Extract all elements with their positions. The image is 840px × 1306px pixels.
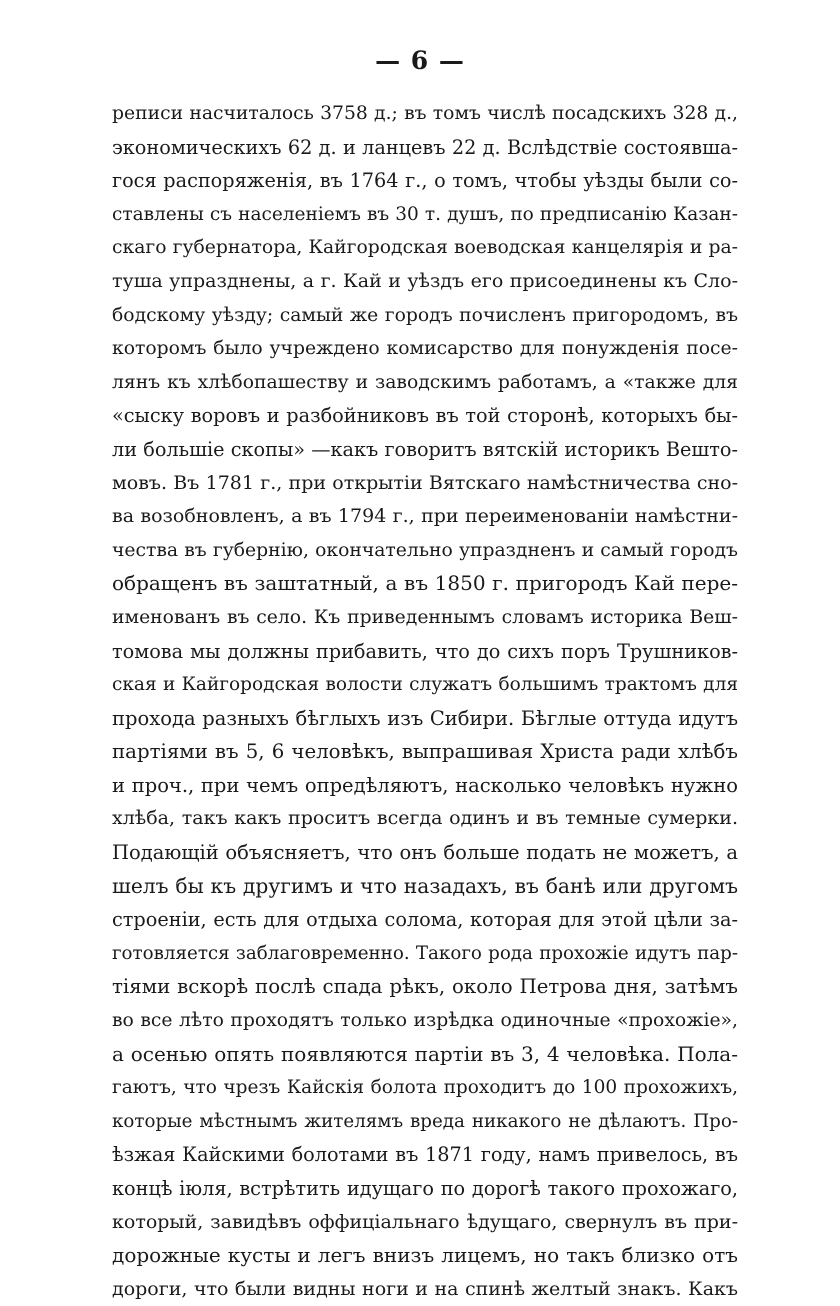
text-line: строеніи, есть для отдыха солома, которая для этой цѣли за- <box>112 908 738 932</box>
text-line: бодскому уѣзду; самый же городъ почисленъ пригородомъ, въ <box>112 304 738 326</box>
text-line: прохода разныхъ бѣглыхъ изъ Сибири. Бѣглые оттуда идутъ <box>112 706 738 730</box>
text-line: которомъ было учреждено комисарство для понужденія посе- <box>112 338 738 360</box>
text-line: ва возобновленъ, а въ 1794 г., при переименованіи намѣстни- <box>112 505 738 528</box>
text-line: мовъ. Въ 1781 г., при открытіи Вятскаго намѣстничества сно- <box>112 471 738 494</box>
text-line: туша упразднены, а г. Кай и уѣздъ его присоединены къ Сло- <box>112 269 738 292</box>
text-line: чества въ губернію, окончательно упраздненъ и самый городъ <box>112 539 738 561</box>
text-line: именованъ въ село. Къ приведеннымъ словамъ историка Веш- <box>112 606 738 628</box>
text-line: концѣ іюля, встрѣтить идущаго по дорогѣ такого прохожаго, <box>112 1177 738 1200</box>
text-line: ли большіе скопы» —какъ говоритъ вятскій историкъ Вешто- <box>112 437 738 461</box>
text-line: готовляется заблаговременно. Такого рода прохожіе идутъ пар- <box>112 942 738 964</box>
text-line: ѣзжая Кайскими болотами въ 1871 году, намъ привелось, въ <box>112 1143 738 1167</box>
body-text <box>112 97 738 1306</box>
text-line: гося распоряженія, въ 1764 г., о томъ, чтобы уѣзды были со- <box>112 169 738 193</box>
text-line: «сыску воровъ и разбойниковъ въ той сторонѣ, которыхъ бы- <box>112 404 738 428</box>
text-line: во все лѣто проходятъ только изрѣдка одиночные «прохожіе», <box>112 1010 738 1032</box>
text-line: гаютъ, что чрезъ Кайскія болота проходитъ до 100 прохожихъ, <box>112 1077 738 1099</box>
text-line: шелъ бы къ другимъ и что назадахъ, въ банѣ или другомъ <box>112 873 738 898</box>
text-line: дороги, что были видны ноги и на спинѣ желтый знакъ. Какъ <box>112 1277 738 1300</box>
text-line: реписи насчиталось 3758 д.; въ томъ числѣ посадскихъ 328 д., <box>112 103 738 124</box>
text-line: дорожные кусты и легъ внизъ лицемъ, но такъ близко отъ <box>112 1243 738 1268</box>
text-line: хлѣба, такъ какъ проситъ всегда одинъ и въ темные сумерки. <box>112 807 738 830</box>
text-line: ставлены съ населеніемъ въ 30 т. душъ, по предписанію Казан- <box>112 203 738 225</box>
text-line: тіями вскорѣ послѣ спада рѣкъ, около Петрова дня, затѣмъ <box>112 975 738 999</box>
text-line: который, завидѣвъ оффиціальнаго ѣдущаго, свернулъ въ при- <box>112 1210 738 1233</box>
text-line: томова мы должны прибавить, что до сихъ поръ Трушников- <box>112 639 738 663</box>
text-line: лянъ къ хлѣбопашеству и заводскимъ работамъ, а «также для <box>112 371 738 393</box>
text-line: а осенью опять появляются партіи въ 3, 4 человѣка. Пола- <box>112 1041 738 1066</box>
page-number: — 6 — <box>375 46 465 75</box>
text-line: Подающій объясняетъ, что онъ больше подать не можетъ, а <box>112 841 738 865</box>
text-line: обращенъ въ заштатный, а въ 1850 г. пригородъ Кай пере- <box>112 571 738 596</box>
text-line: и проч., при чемъ опредѣляютъ, насколько человѣкъ нужно <box>112 773 738 797</box>
text-line: скаго губернатора, Кайгородская воеводская канцелярія и ра- <box>112 237 738 259</box>
text-line: партіями въ 5, 6 человѣкъ, выпрашивая Христа ради хлѣбъ <box>112 740 738 764</box>
text-line: ская и Кайгородская волости служатъ большимъ трактомъ для <box>112 674 738 696</box>
text-line: которые мѣстнымъ жителямъ вреда никакого не дѣлаютъ. Про- <box>112 1110 738 1132</box>
text-line: экономическихъ 62 д. и ланцевъ 22 д. Вслѣдствіе состоявша- <box>112 135 738 159</box>
